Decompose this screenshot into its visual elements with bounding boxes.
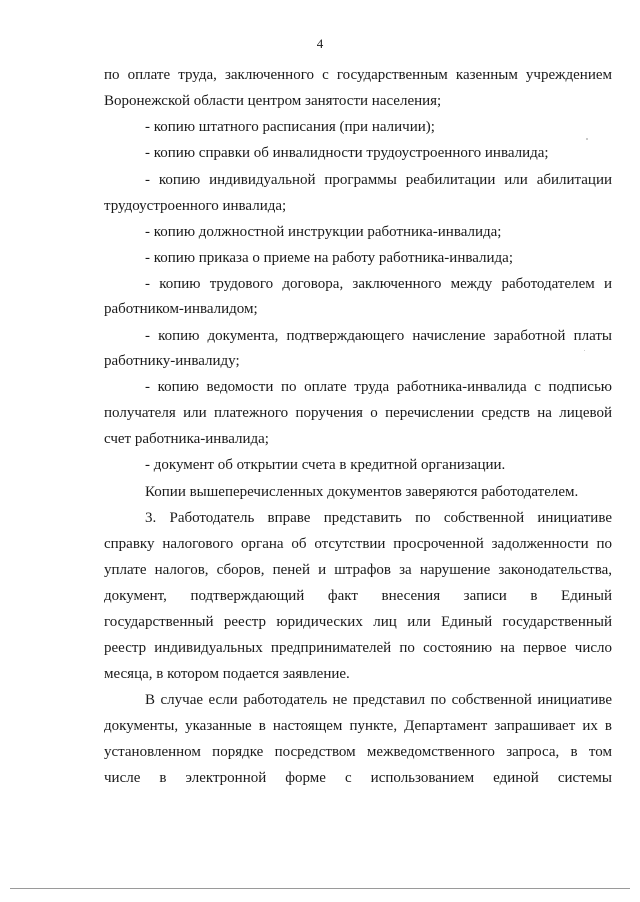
bottom-edge-line xyxy=(10,888,630,889)
text-line: счет работника-инвалида; xyxy=(104,431,269,447)
list-item: - копию штатного расписания (при наличии); xyxy=(145,119,435,135)
text-line: получателя или платежного поручения о перечислении средств на лицевой xyxy=(104,405,612,421)
list-item: - копию трудового договора, заключенного между работодателем и xyxy=(145,276,612,292)
list-item: - копию справки об инвалидности трудоустроенного инвалида; xyxy=(145,145,549,161)
paragraph-line: числе в электронной форме с использованием единой системы xyxy=(104,770,612,786)
paragraph-line: установленном порядке посредством межведомственного запроса, в том xyxy=(104,744,612,760)
paragraph-line: документ, подтверждающий факт внесения записи в Единый xyxy=(104,588,612,604)
page-number: 4 xyxy=(316,36,324,51)
scan-speck xyxy=(584,350,585,351)
paragraph-line: В случае если работодатель не представил по собственной инициативе xyxy=(145,692,612,708)
text-line: Копии вышеперечисленных документов заверяются работодателем. xyxy=(145,484,579,500)
text-line: Воронежской области центром занятости населения; xyxy=(104,93,442,109)
list-item: - копию ведомости по оплате труда работника-инвалида с подписью xyxy=(145,379,612,395)
paragraph-line: месяца, в котором подается заявление. xyxy=(104,666,350,682)
list-item: - документ об открытии счета в кредитной организации. xyxy=(145,457,506,473)
list-item: - копию индивидуальной программы реабилитации или абилитации xyxy=(145,172,612,188)
text-line: работнику-инвалиду; xyxy=(104,353,240,369)
list-item: - копию должностной инструкции работника-инвалида; xyxy=(145,224,502,240)
list-item: - копию документа, подтверждающего начисление заработной платы xyxy=(145,328,612,344)
text-line: трудоустроенного инвалида; xyxy=(104,198,287,214)
paragraph-line: документы, указанные в настоящем пункте, Департамент запрашивает их в xyxy=(104,718,612,734)
paragraph-line: реестр индивидуальных предпринимателей по состоянию на первое число xyxy=(104,640,612,656)
paragraph-line: справку налогового органа об отсутствии просроченной задолженности по xyxy=(104,536,612,552)
text-line: по оплате труда, заключенного с государственным казенным учреждением xyxy=(104,67,612,83)
list-item: - копию приказа о приеме на работу работника-инвалида; xyxy=(145,250,513,266)
paragraph-line: уплате налогов, сборов, пеней и штрафов за нарушение законодательства, xyxy=(104,562,612,578)
paragraph-line: государственный реестр юридических лиц или Единый государственный xyxy=(104,614,612,630)
paragraph-line: 3. Работодатель вправе представить по собственной инициативе xyxy=(145,510,612,526)
scan-speck xyxy=(586,138,588,140)
text-line: работником-инвалидом; xyxy=(104,301,258,317)
